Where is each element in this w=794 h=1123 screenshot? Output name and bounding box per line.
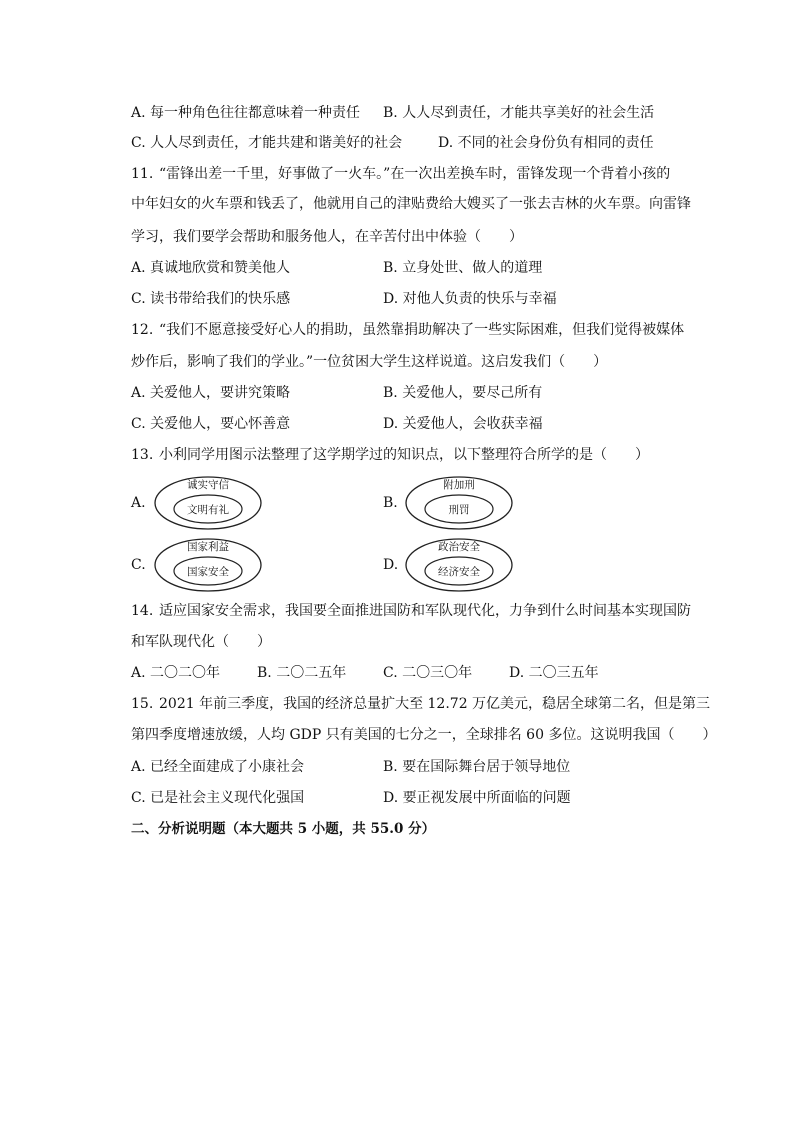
q15-option-d: D. 要正视发展中所面临的问题 (383, 790, 571, 806)
q14-option-c: C. 二〇三〇年 (383, 665, 473, 681)
q13-a-outer-label: 诚实守信 (187, 479, 229, 491)
q12-stem-line1: 12. “我们不愿意接受好心人的捐助，虽然靠捐助解决了一些实际困难，但我们觉得被媒体 (131, 322, 685, 338)
q14-option-b: B. 二〇二五年 (257, 665, 347, 681)
q13-diagram-c (153, 537, 263, 593)
q13-c-inner-label: 国家安全 (187, 566, 229, 578)
q15-number: 15. (131, 696, 154, 712)
q13-stem: 13. 小利同学用图示法整理了这学期学过的知识点，以下整理符合所学的是（ ） (131, 447, 649, 463)
q14-number: 14. (131, 603, 154, 619)
q13-option-a-label: A. (131, 495, 146, 511)
q12-number: 12. (131, 322, 154, 338)
q11-stem-line1: 11. “雷锋出差一千里，好事做了一火车。”在一次出差换车时，雷锋发现一个背着小孩的 (131, 166, 671, 182)
q11-option-c: C. 读书带给我们的快乐感 (131, 291, 291, 307)
q11-stem-line3: 学习，我们要学会帮助和服务他人，在辛苦付出中体验（ ） (131, 229, 523, 245)
q13-a-inner-label: 文明有礼 (187, 504, 229, 516)
q15-stem-line2: 第四季度增速放缓，人均 GDP 只有美国的七分之一，全球排名 60 多位。这说明我国（ ） (131, 727, 717, 743)
q10-option-c: C. 人人尽到责任，才能共建和谐美好的社会 (131, 135, 403, 151)
q11-option-d: D. 对他人负责的快乐与幸福 (383, 291, 557, 307)
q13-diagram-d (404, 537, 514, 593)
q13-b-inner-label: 刑罚 (448, 504, 470, 516)
q10-option-a: A. 每一种角色往往都意味着一种责任 (131, 105, 361, 121)
q15-option-a: A. 已经全面建成了小康社会 (131, 759, 305, 775)
q13-option-b-label: B. (383, 495, 398, 511)
q13-number: 13. (131, 447, 154, 463)
q13-d-inner-label: 经济安全 (438, 566, 480, 578)
q15-option-b: B. 要在国际舞台居于领导地位 (383, 759, 571, 775)
q12-option-d: D. 关爱他人，会收获幸福 (383, 416, 543, 432)
q11-option-a: A. 真诚地欣赏和赞美他人 (131, 260, 291, 276)
q12-option-c: C. 关爱他人，要心怀善意 (131, 416, 291, 432)
q14-option-d: D. 二〇三五年 (509, 665, 599, 681)
q15-stem-line1: 15. 2021 年前三季度，我国的经济总量扩大至 12.72 万亿美元，稳居全球第二名，但是第三 (131, 696, 711, 712)
q10-option-d: D. 不同的社会身份负有相同的责任 (438, 135, 654, 151)
section-heading: 二、分析说明题（本大题共 5 小题，共 55.0 分） (131, 821, 436, 837)
q12-stem-line2: 炒作后，影响了我们的学业。”一位贫困大学生这样说道。这启发我们（ ） (131, 354, 608, 370)
q12-option-a: A. 关爱他人，要讲究策略 (131, 385, 291, 401)
q13-diagram-a (153, 475, 263, 531)
q11-number: 11. (131, 166, 154, 182)
q13-c-outer-label: 国家利益 (187, 541, 229, 553)
q14-stem-line2: 和军队现代化（ ） (131, 634, 271, 650)
q12-option-b: B. 关爱他人，要尽己所有 (383, 385, 543, 401)
q13-diagram-b (404, 475, 514, 531)
q13-d-outer-label: 政治安全 (438, 541, 480, 553)
q14-option-a: A. 二〇二〇年 (131, 665, 221, 681)
q13-option-d-label: D. (383, 557, 399, 573)
q11-option-b: B. 立身处世、做人的道理 (383, 260, 543, 276)
q13-option-c-label: C. (131, 557, 146, 573)
q10-option-b: B. 人人尽到责任，才能共享美好的社会生活 (383, 105, 655, 121)
q15-option-c: C. 已是社会主义现代化强国 (131, 790, 305, 806)
q11-stem-line2: 中年妇女的火车票和钱丢了，他就用自己的津贴费给大嫂买了一张去吉林的火车票。向雷锋 (131, 196, 691, 212)
q13-b-outer-label: 附加刑 (443, 479, 475, 491)
q14-stem-line1: 14. 适应国家安全需求，我国要全面推进国防和军队现代化，力争到什么时间基本实现国防 (131, 603, 691, 619)
